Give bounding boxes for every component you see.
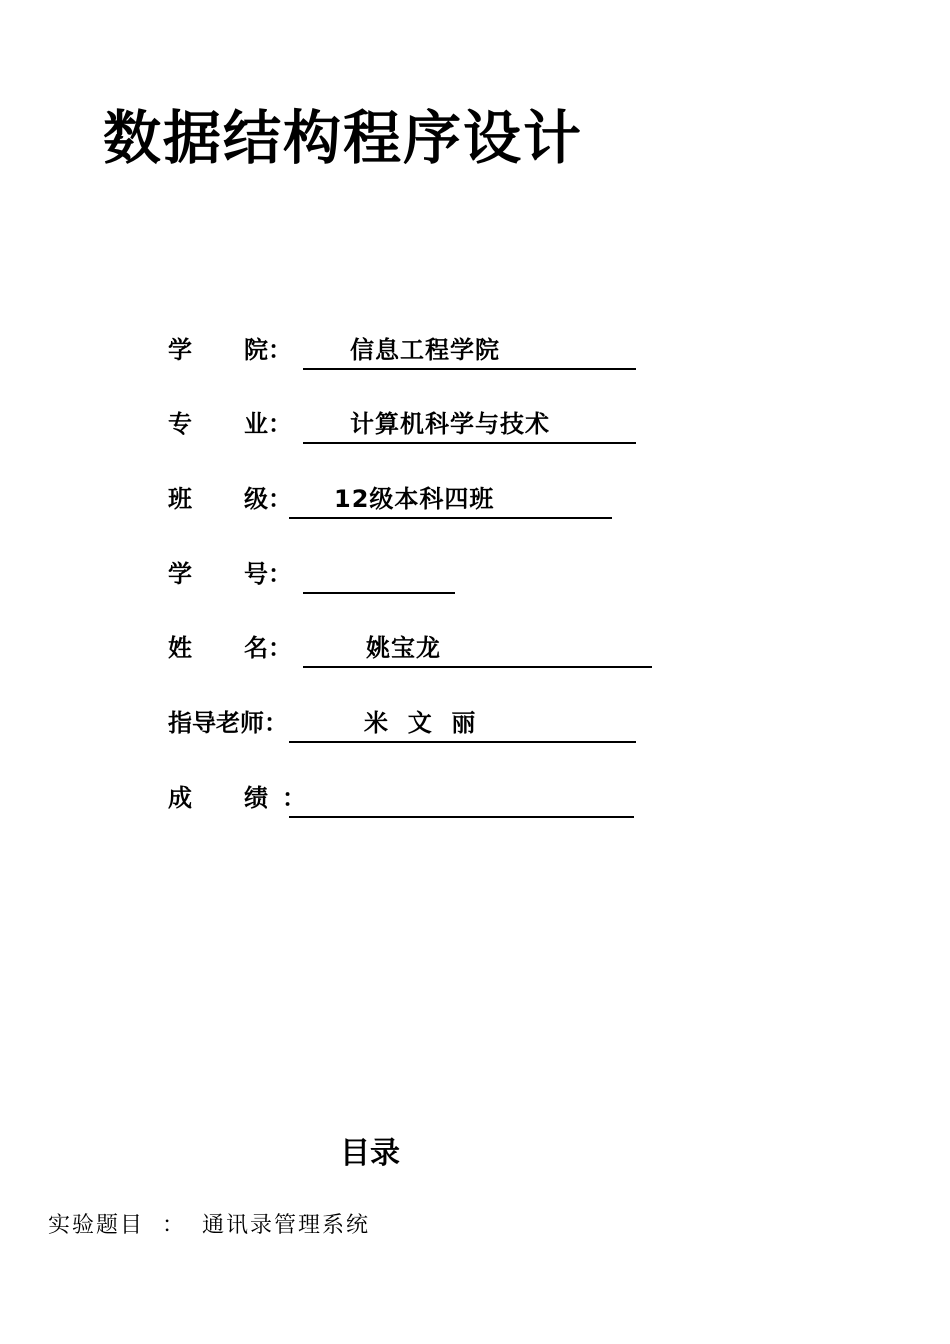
advisor-label: 指导老师： bbox=[168, 709, 288, 737]
advisor-value: 米 文 丽 bbox=[364, 709, 477, 737]
experiment-separator: ： bbox=[162, 1213, 187, 1238]
college-label: 学 院： bbox=[168, 336, 292, 364]
experiment-value: 通讯录管理系统 bbox=[202, 1213, 371, 1238]
class-value: 12级本科四班 bbox=[334, 485, 495, 513]
grade-underline bbox=[289, 778, 634, 818]
college-value: 信息工程学院 bbox=[350, 336, 500, 364]
grade-label: 成 绩 ： bbox=[168, 784, 306, 812]
name-label: 姓 名： bbox=[168, 634, 292, 662]
experiment-subject bbox=[48, 1208, 370, 1244]
name-value: 姚宝龙 bbox=[366, 634, 441, 662]
major-value: 计算机科学与技术 bbox=[350, 410, 550, 438]
student-id-label: 学 号： bbox=[168, 560, 292, 588]
class-label: 班 级： bbox=[168, 485, 292, 513]
student-id-underline bbox=[303, 554, 455, 594]
toc-heading: 目录 bbox=[340, 1136, 400, 1171]
name-underline bbox=[303, 628, 652, 668]
cover-title: 数据结构程序设计 bbox=[103, 104, 584, 172]
major-label: 专 业： bbox=[168, 410, 292, 438]
experiment-label: 实验题目 bbox=[48, 1213, 145, 1238]
